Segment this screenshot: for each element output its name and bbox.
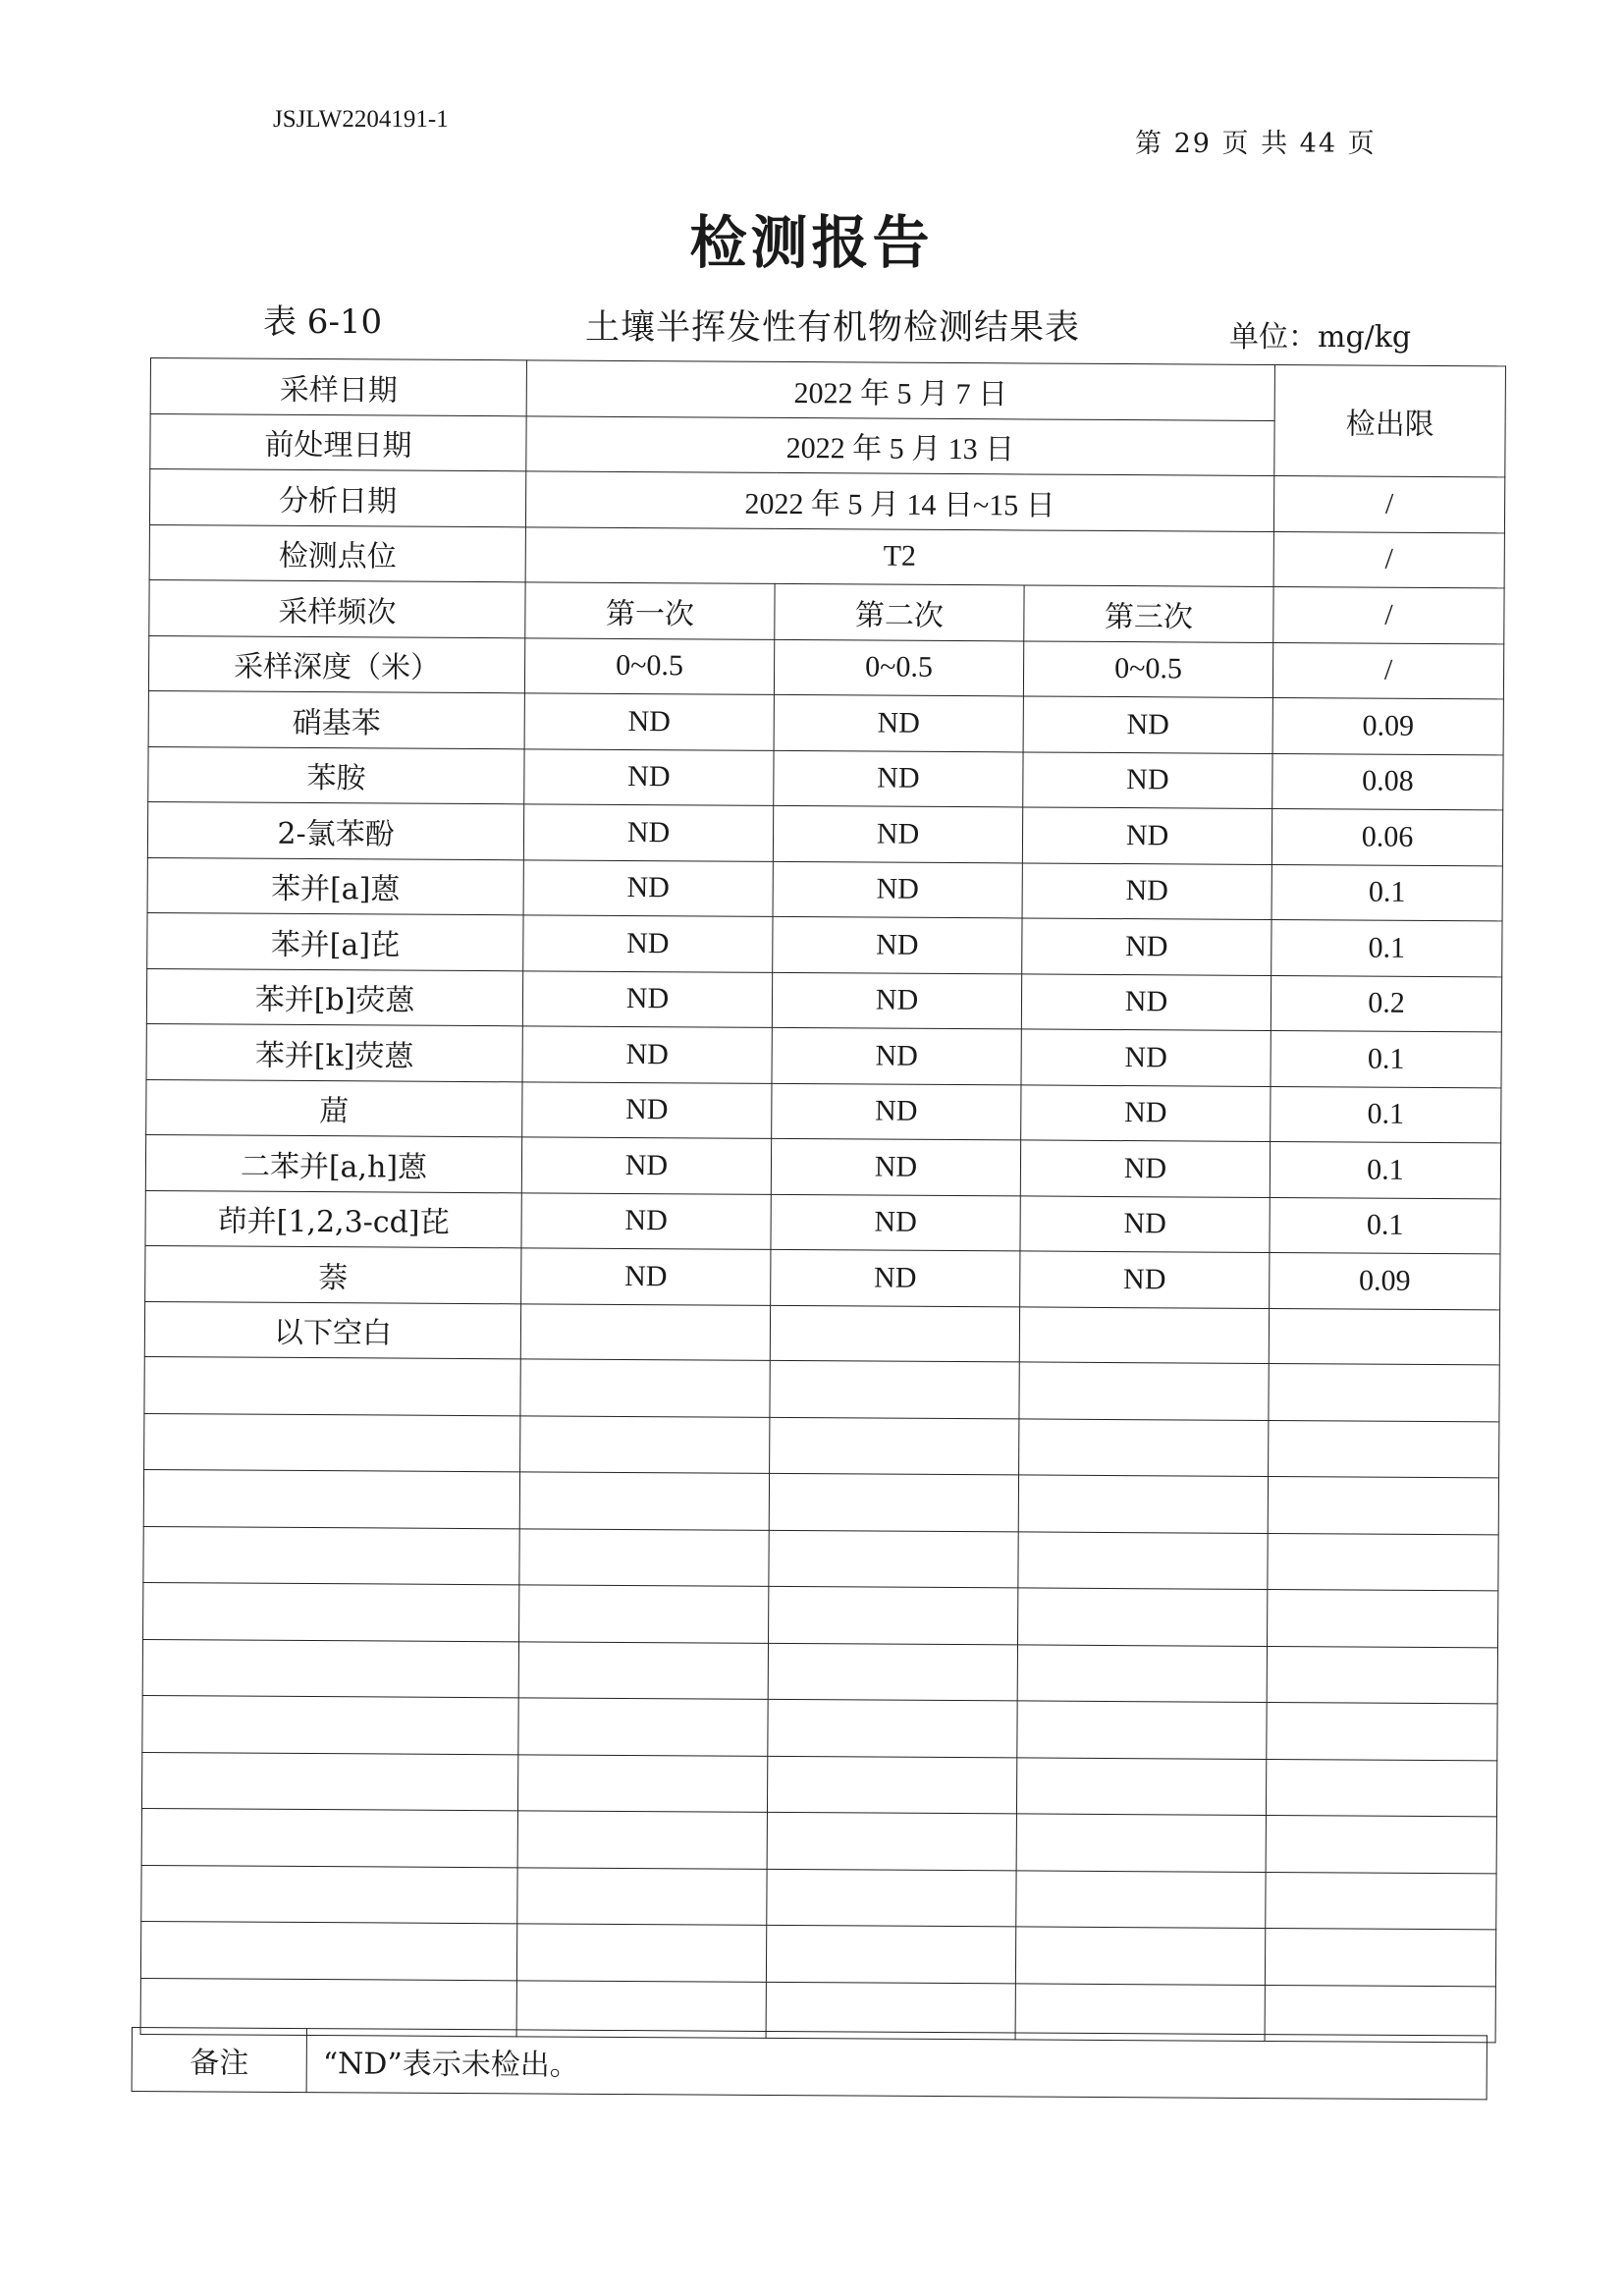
- empty-cell: [144, 1356, 520, 1415]
- result-value: ND: [524, 693, 774, 750]
- detection-limit: 0.1: [1270, 1141, 1500, 1198]
- empty-cell: [518, 1698, 768, 1756]
- detection-limit: 0.1: [1270, 1197, 1500, 1254]
- compound-name: 硝基苯: [148, 690, 524, 748]
- pretreatment-date-value: 2022 年 5 月 13 日: [526, 415, 1274, 475]
- detection-limit: 0.1: [1271, 919, 1502, 976]
- compound-name: 苯并[a]芘: [147, 912, 523, 970]
- table-row: [147, 801, 1502, 865]
- empty-cell: [519, 1472, 769, 1530]
- analysis-date-row: [149, 469, 1504, 533]
- analysis-date-label: 分析日期: [149, 469, 525, 527]
- blank-note: 以下空白: [144, 1301, 520, 1359]
- result-value: ND: [523, 915, 773, 972]
- empty-cell: [141, 1752, 517, 1811]
- depth-row: [148, 635, 1503, 699]
- result-value: ND: [524, 748, 774, 805]
- empty-cell: [516, 1924, 766, 1982]
- result-value: ND: [1023, 696, 1272, 753]
- detection-limit: 0.1: [1271, 1086, 1501, 1143]
- empty-cell: [767, 1812, 1016, 1870]
- table-row: [145, 1245, 1500, 1309]
- empty-cell: [768, 1643, 1017, 1701]
- table-row: [145, 1134, 1500, 1198]
- empty-row: [143, 1469, 1498, 1534]
- detection-limit: 0.09: [1270, 1252, 1500, 1309]
- table-row: [145, 1190, 1500, 1254]
- table-row: [146, 1023, 1501, 1087]
- depth-label: 采样深度（米）: [148, 635, 524, 693]
- result-value: ND: [1021, 1029, 1271, 1086]
- result-value: ND: [521, 1192, 771, 1249]
- sampling-date-label: 采样日期: [150, 358, 526, 416]
- table-row: [148, 746, 1503, 810]
- compound-name: 苯并[b]荧蒽: [146, 968, 522, 1026]
- result-value: ND: [772, 1027, 1021, 1084]
- result-value: ND: [522, 970, 772, 1027]
- empty-cell: [517, 1867, 767, 1925]
- empty-cell: [1015, 1927, 1265, 1985]
- frequency-cell: 第一次: [525, 582, 775, 639]
- empty-cell: [1018, 1475, 1268, 1533]
- empty-cell: [1016, 1814, 1266, 1872]
- empty-row: [141, 1865, 1496, 1930]
- result-value: ND: [771, 1194, 1020, 1251]
- depth-cell: 0~0.5: [524, 637, 774, 694]
- empty-cell: [141, 1865, 517, 1924]
- result-value: ND: [1020, 1140, 1270, 1197]
- result-value: ND: [1022, 862, 1271, 919]
- empty-cell: [1018, 1531, 1268, 1589]
- empty-cell: [518, 1641, 768, 1699]
- table-row: [146, 1079, 1501, 1143]
- compound-name: 二苯并[a,h]蒽: [145, 1134, 521, 1192]
- empty-cell: [1018, 1588, 1268, 1646]
- empty-cell: [142, 1639, 518, 1698]
- empty-row: [142, 1639, 1497, 1704]
- table-row: [148, 690, 1503, 754]
- empty-cell: [520, 1303, 770, 1360]
- empty-cell: [1269, 1308, 1499, 1365]
- site-limit: /: [1273, 531, 1504, 588]
- table-row: [146, 968, 1501, 1032]
- frequency-cell: 第二次: [775, 583, 1024, 640]
- remark-table: [132, 2027, 1488, 2100]
- results-table: [140, 357, 1506, 2043]
- result-value: ND: [1020, 1251, 1270, 1308]
- empty-cell: [1017, 1701, 1267, 1759]
- empty-cell: [770, 1417, 1019, 1475]
- empty-cell: [768, 1699, 1017, 1757]
- empty-cell: [520, 1359, 770, 1417]
- blank-note-row: [144, 1301, 1499, 1365]
- empty-cell: [517, 1754, 767, 1812]
- result-value: ND: [1022, 918, 1271, 975]
- site-label: 检测点位: [149, 524, 525, 582]
- result-value: ND: [772, 1083, 1021, 1140]
- empty-cell: [1268, 1476, 1498, 1534]
- detection-limit: 0.08: [1272, 753, 1503, 810]
- empty-cell: [1266, 1759, 1496, 1817]
- empty-cell: [140, 1921, 516, 1980]
- empty-row: [141, 1808, 1496, 1873]
- result-value: ND: [1022, 807, 1271, 864]
- result-value: ND: [522, 1081, 772, 1138]
- empty-cell: [517, 1811, 767, 1869]
- empty-cell: [143, 1526, 519, 1585]
- frequency-limit: /: [1273, 586, 1504, 643]
- sampling-date-row: [150, 358, 1505, 422]
- empty-row: [143, 1582, 1498, 1647]
- empty-cell: [1017, 1644, 1267, 1702]
- analysis-date-limit: /: [1273, 475, 1504, 532]
- sampling-date-value: 2022 年 5 月 7 日: [526, 360, 1274, 420]
- result-value: ND: [1021, 973, 1271, 1030]
- result-value: ND: [521, 1248, 771, 1305]
- empty-row: [144, 1356, 1499, 1421]
- empty-cell: [1268, 1533, 1498, 1591]
- result-value: ND: [1020, 1195, 1270, 1252]
- empty-cell: [1266, 1815, 1496, 1873]
- result-value: ND: [773, 805, 1022, 862]
- empty-cell: [767, 1756, 1016, 1814]
- result-value: ND: [774, 750, 1023, 807]
- table-title: 土壤半挥发性有机物检测结果表: [585, 308, 1081, 348]
- compound-name: 2-氯苯酚: [147, 801, 523, 859]
- empty-cell: [769, 1473, 1018, 1531]
- table-row: [147, 857, 1502, 921]
- table-number: 表 6-10: [263, 302, 383, 342]
- empty-cell: [1269, 1420, 1499, 1478]
- detection-limit-header: 检出限: [1274, 364, 1506, 476]
- empty-cell: [1019, 1362, 1269, 1420]
- result-value: ND: [523, 859, 773, 916]
- detection-limit: 0.1: [1271, 864, 1502, 921]
- page-number: 第 29 页 共 44 页: [1135, 129, 1377, 159]
- empty-cell: [1267, 1702, 1497, 1760]
- empty-cell: [1266, 1872, 1496, 1930]
- empty-cell: [1267, 1646, 1497, 1704]
- empty-cell: [766, 1925, 1015, 1983]
- detection-limit: 0.06: [1271, 808, 1502, 865]
- empty-row: [140, 1921, 1495, 1986]
- frequency-cell: 第三次: [1024, 585, 1273, 642]
- frequency-label: 采样频次: [149, 579, 525, 637]
- empty-cell: [142, 1695, 518, 1754]
- pretreatment-date-label: 前处理日期: [150, 413, 526, 471]
- compound-name: 苯胺: [148, 746, 524, 804]
- empty-row: [144, 1413, 1499, 1478]
- empty-cell: [1019, 1306, 1269, 1363]
- remark-row: [132, 2028, 1487, 2100]
- result-value: ND: [523, 804, 773, 861]
- site-row: [149, 524, 1504, 588]
- empty-cell: [141, 1808, 517, 1867]
- empty-cell: [769, 1530, 1018, 1588]
- result-value: ND: [773, 916, 1022, 973]
- empty-cell: [770, 1360, 1019, 1418]
- detection-limit: 0.1: [1271, 1030, 1501, 1087]
- compound-name: 苯并[k]荧蒽: [146, 1023, 522, 1081]
- empty-cell: [769, 1586, 1018, 1644]
- empty-cell: [519, 1528, 769, 1586]
- result-value: ND: [521, 1137, 771, 1194]
- result-value: ND: [771, 1249, 1020, 1306]
- document-code: JSJLW2204191-1: [273, 106, 449, 133]
- empty-cell: [1016, 1757, 1266, 1815]
- report-title: 检测报告: [689, 209, 934, 276]
- compound-name: 茚并[1,2,3-cd]芘: [145, 1190, 521, 1248]
- result-value: ND: [774, 694, 1023, 751]
- detection-limit: 0.2: [1271, 975, 1501, 1032]
- depth-cell: 0~0.5: [1023, 640, 1272, 697]
- analysis-date-value: 2022 年 5 月 14 日~15 日: [525, 471, 1273, 531]
- result-value: ND: [1023, 751, 1272, 808]
- remark-label: 备注: [132, 2028, 306, 2093]
- result-value: ND: [522, 1026, 772, 1083]
- unit-label: 单位：mg/kg: [1229, 320, 1412, 355]
- result-value: ND: [1021, 1084, 1271, 1141]
- result-value: ND: [772, 972, 1021, 1029]
- empty-cell: [519, 1585, 769, 1643]
- empty-cell: [143, 1582, 519, 1641]
- empty-cell: [767, 1869, 1016, 1927]
- compound-name: 萘: [145, 1245, 521, 1303]
- empty-cell: [1016, 1870, 1266, 1928]
- empty-cell: [1269, 1363, 1499, 1421]
- depth-limit: /: [1272, 642, 1503, 699]
- empty-cell: [1268, 1589, 1498, 1647]
- empty-cell: [1265, 1928, 1495, 1986]
- compound-name: 苯并[a]蒽: [147, 857, 523, 915]
- empty-cell: [1019, 1418, 1269, 1476]
- result-value: ND: [773, 861, 1022, 918]
- empty-row: [143, 1526, 1498, 1591]
- detection-limit: 0.09: [1272, 697, 1503, 754]
- site-value: T2: [525, 526, 1273, 586]
- empty-row: [142, 1695, 1497, 1760]
- remark-text: “ND”表示未检出。: [306, 2029, 1487, 2100]
- result-value: ND: [771, 1138, 1020, 1195]
- empty-cell: [520, 1415, 770, 1473]
- empty-cell: [144, 1413, 520, 1472]
- empty-cell: [770, 1305, 1019, 1362]
- table-row: [147, 912, 1502, 976]
- depth-cell: 0~0.5: [774, 639, 1023, 696]
- frequency-row: [149, 579, 1504, 643]
- empty-cell: [143, 1469, 519, 1528]
- empty-row: [141, 1752, 1496, 1817]
- compound-name: 䓛: [146, 1079, 522, 1137]
